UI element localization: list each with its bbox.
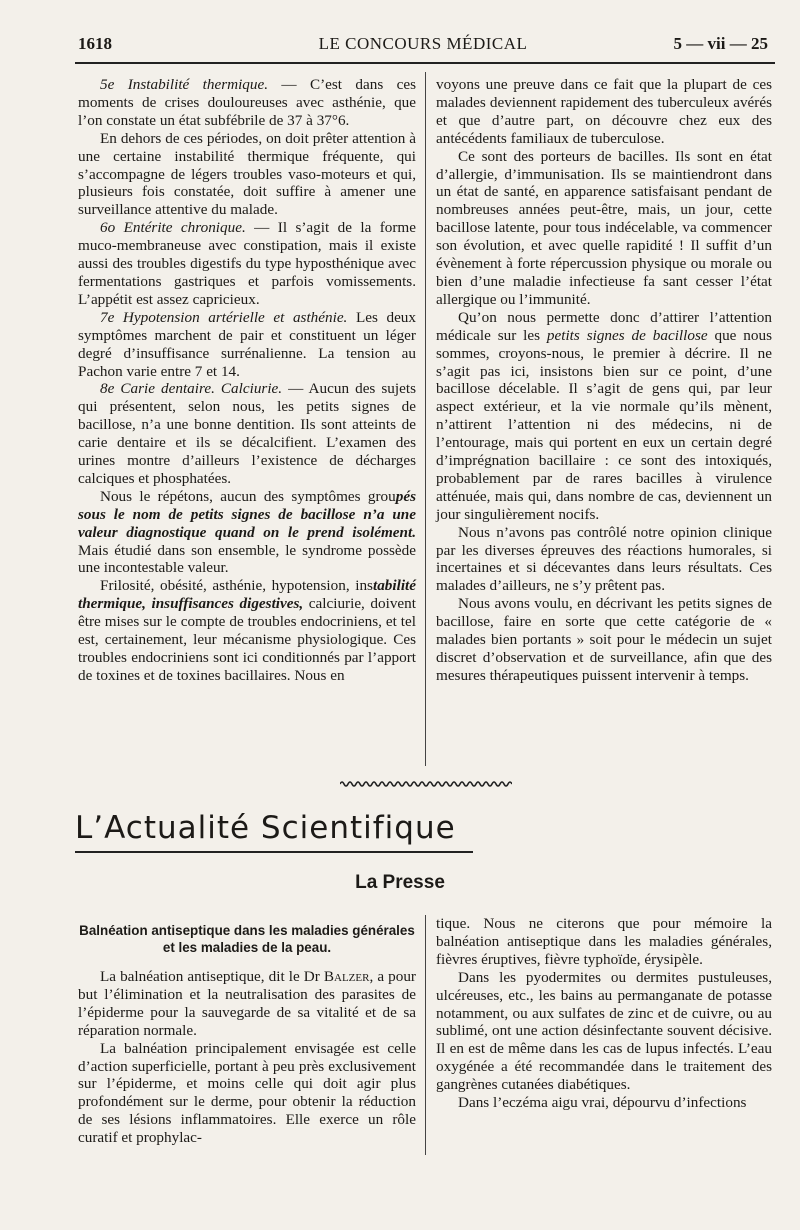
paragraph: Nous avons voulu, en décrivant les petits signes de bacillose, faire en sorte que cette catégorie de « malades bien portants » soit pour le médecin un sujet discret d’observation et de surveillance, afin que des mesures thérapeutiques puissent intervenir à temps. [436, 595, 772, 684]
paragraph: Dans les pyodermites ou dermites pustuleuses, ulcéreuses, etc., les bains au permanganate de potasse notamment, ou aux sulfates de zinc et de cuivre, ou au sublimé, ont une action désinfectante souvent décisive. Il en est de même dans les cas de lupus infectés. L’eau oxygénée a été recommandée dans le traitement des gangrènes cutanées diabétiques. [436, 968, 772, 1094]
paragraph: La balnéation principalement envisagée est celle d’action superficielle, portant à peu près exclusivement sur l’épiderme, et moins celle qui doit agir plus profondément sur le derme, pour obtenir la réduction de ses lésions inflammatoires. Elle exerce un rôle curatif et prophylac- [78, 1039, 416, 1147]
paragraph: 8e Carie dentaire. Calciurie. — Aucun des sujets qui présentent, selon nous, les petits signes de bacillose, n’a une bonne dentition. Ils sont atteints de carie dentaire et ils se décalcifient. L’examen des urines montre d’ailleurs l’existence de décharges calciques et phosphatées. [78, 380, 416, 487]
section-title: L’Actualité Scientifique [75, 810, 456, 846]
paragraph: Ce sont des porteurs de bacilles. Ils sont en état d’allergie, d’immunisation. Ils se maintiendront dans un état de santé, en apparence satisfaisant pendant de nombreuses années peut-être, mais, un jour, cette bacillose latente, pour tous indécelable, va commencer son évolution, et avec quelle rapidité ! Il suffit d’un évènement à forte répercussion physique ou morale ou bien d’une maladie infectieuse fa sant cesser l’état allergique ou l’immunité. [436, 147, 772, 308]
paragraph: La balnéation antiseptique, dit le Dr Balzer, a pour but l’élimination et la neutralisation des parasites de l’épiderme pour la sauvegarde de sa vitalité et de sa réparation normale. [78, 968, 416, 1039]
left-column-top [78, 76, 416, 685]
article-left-column [78, 968, 416, 1147]
article-right-column [436, 915, 772, 1112]
paragraph: 5e Instabilité thermique. — C’est dans ces moments de crises douloureuses avec asthénie, que l’on constate un état subfébrile de 37 à 37°6. [78, 76, 416, 129]
issue-date: 5 — vii — 25 [673, 34, 768, 53]
paragraph: Nous le répétons, aucun des symptômes groupés sous le nom de petits signes de bacillose n’a une valeur diagnostique quand on le prend isolément. Mais étudié dans son ensemble, le syndrome possède une incontestable valeur. [78, 487, 416, 577]
right-column-top [436, 76, 772, 685]
page-number: 1618 [78, 34, 112, 53]
paragraph: Qu’on nous permette donc d’attirer l’attention médicale sur les petits signes de bacillose que nous sommes, croyons-nous, le premier à décrire. Il ne s’agit pas ici, insistons bien sur ce point, d’une bacillose décelable. Il s’agit de gens qui, par leur aspect extérieur, et la vie normale qu’ils mènent, n’attirent l’attention ni des médecins, ni de l’entourage, mais qui portent en eux un certain degré d’imprégnation bacillaire : ce sont des intoxiqués, probablement par de rares bacilles à virulence atténuée, mais qui, dans nombre de cas, deviennent un jour singulièrement nocifs. [436, 308, 772, 523]
author-name: Balzer [323, 968, 370, 985]
column-divider [425, 915, 426, 1155]
section-rule [75, 851, 473, 853]
column-divider [425, 72, 426, 766]
header-rule [75, 62, 775, 64]
paragraph: Frilosité, obésité, asthénie, hypotension, instabilité thermique, insuffisances digestives, calciurie, doivent être mises sur le compte de troubles endocriniens, et tel est, certainement, leur mécanisme physiologique. Ces troubles endocriniens sont ici conditionnés par l’apport de toxines et de toxines bacillaires. Nous en [78, 577, 416, 684]
paragraph: 7e Hypotension artérielle et asthénie. Les deux symptômes marchent de pair et constituent un léger degré d’insuffisance surrénalienne. La tension au Pachon varie entre 7 et 14. [78, 308, 416, 380]
ornament-divider [340, 780, 512, 788]
paragraph: voyons une preuve dans ce fait que la plupart de ces malades deviennent rapidement des tuberculeux avérés et que d’autre part, on découvre chez eux des antécédents familiaux de tuberculose. [436, 76, 772, 147]
paragraph: Nous n’avons pas contrôlé notre opinion clinique par les diverses épreuves des réactions humorales, si incertaines et si décevantes dans leurs résultats. Ces malades d’ailleurs, ne s’y prêtent pas. [436, 523, 772, 595]
paragraph: 6o Entérite chronique. — Il s’agit de la forme muco-membraneuse avec constipation, mais il existe aussi des troubles digestifs du type hyposthénique avec fermentations gastriques et parfois vomissements. L’appétit est assez capricieux. [78, 219, 416, 308]
journal-title: LE CONCOURS MÉDICAL [318, 34, 528, 53]
paragraph: En dehors de ces périodes, on doit prêter attention à une certaine instabilité thermique fréquente, qui s’accompagne de légers troubles vaso-moteurs et qui, plusieurs fois constatée, doit suffire à amener une surveillance attentive du malade. [78, 129, 416, 219]
paragraph: tique. Nous ne citerons que pour mémoire la balnéation antiseptique dans les maladies générales, fièvres éruptives, fièvre typhoïde, érysipèle. [436, 915, 772, 968]
article-title: Balnéation antiseptique dans les maladies générales et les maladies de la peau. [79, 923, 415, 955]
subsection-title: La Presse [355, 872, 445, 893]
running-header [78, 34, 768, 58]
paragraph: Dans l’eczéma aigu vrai, dépourvu d’infections [458, 1094, 747, 1112]
